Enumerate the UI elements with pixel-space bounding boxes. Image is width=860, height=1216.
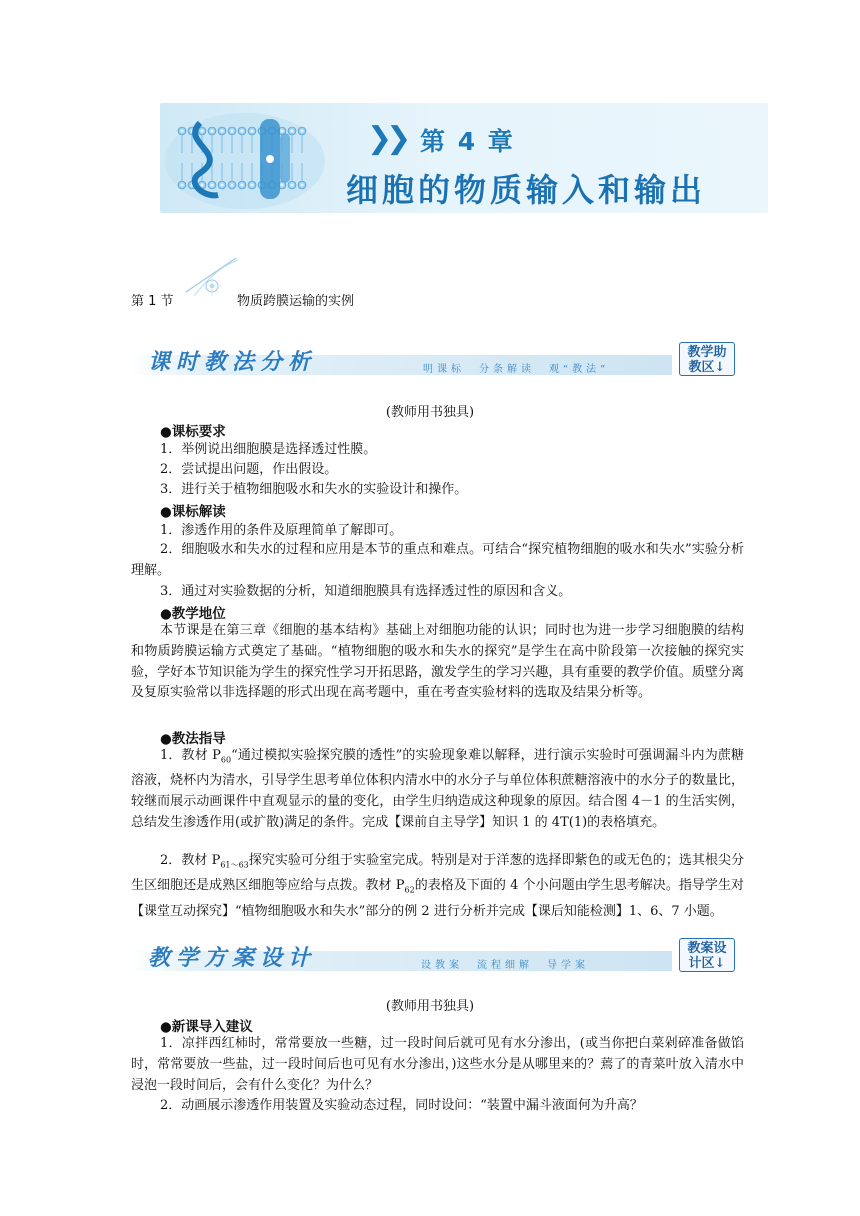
box-line2: 教区: [688, 360, 715, 375]
arrow-down-icon: ↓: [714, 956, 726, 971]
teaching-status-paragraph: 本节课是在第三章《细胞的基本结构》基础上对细胞功能的认识；同时也为进一步学习细胞膜的结构和物质跨膜运输方式奠定了基础。“植物细胞的吸水和失水的探究”是学生在高中阶段第一次接触的探究实验，学好本节知识能为学生的探究性学习开拓思路，激发学生的学习兴趣，具有重要的教学价值。质壁分离及复原实验常以非选择题的形式出现在高考题中，重在考查实验材料的选取及结果分析等。: [131, 623, 744, 701]
box-line1: 教学助: [687, 345, 727, 360]
header-title: 教学方案设计: [148, 945, 317, 971]
list-item: 2．尝试提出问题，作出假设。: [160, 462, 338, 477]
heading-curriculum-interpretation: ●课标解读: [160, 504, 226, 520]
heading-teaching-guidance: ●教法指导: [160, 731, 226, 747]
header-title: 课时教法分析: [148, 349, 317, 375]
chapter-banner: [160, 103, 768, 213]
lesson-plan-box: [679, 938, 735, 972]
heading-curriculum-requirements: ●课标要求: [160, 424, 226, 440]
teacher-edition-note: (教师用书独具): [385, 405, 475, 420]
compass-ornament-icon: [180, 256, 240, 300]
heading-lesson-introduction: ●新课导入建议: [160, 1019, 253, 1035]
chapter-title: 细胞的物质输入和输出: [346, 171, 707, 209]
list-item: 3．进行关于植物细胞吸水和失水的实验设计和操作。: [160, 482, 468, 497]
box-line1: 教案设: [687, 941, 727, 956]
list-item: 3．通过对实验数据的分析，知道细胞膜具有选择透过性的原因和含义。: [160, 584, 572, 599]
header-subtitle: 明课标 分条解读 观“教法”: [423, 364, 610, 375]
introduction-paragraph-2: 2．动画展示渗透作用装置及实验动态过程，同时设问：“装置中漏斗液面何为升高？: [160, 1098, 643, 1113]
header-subtitle: 设教案 流程细解 导学案: [421, 960, 589, 971]
teaching-aid-box: [679, 342, 735, 376]
chevron-double-right-icon: ❯❯: [367, 121, 406, 156]
lesson-design-header: [130, 938, 738, 974]
introduction-paragraph-1: 1．凉拌西红柿时，常常要放一些糖，过一段时间后就可见有水分渗出，(或当你把白菜剁碎准备做馅时，常常要放一些盐，过一段时间后也可见有水分渗出，)这些水分是从哪里来的？蔫了的青菜叶放入清水中浸泡一段时间后，会有什么变化？为什么？: [131, 1036, 744, 1093]
section-number: 第 1 节: [131, 294, 174, 309]
list-item: 1．渗透作用的条件及原理简单了解即可。: [160, 523, 403, 538]
teacher-edition-note: (教师用书独具): [385, 999, 475, 1014]
guidance-paragraph-2: 2．教材 $P_{61\sim 63}$探究实验可分组于实验室完成。特别是对于洋葱的选择即紫色的或无色的；选其根尖分生区细胞还是成熟区细胞等应给与点拨。教材 $P_{62}$的表格及下面的 4 个小问题由学生思考解决。指导学生对【课堂互动探究】“植物细胞吸水和失水”部分的例 2 进行分析并完成【课后知能检测】1、6、7 小题。: [131, 853, 745, 919]
section-title: 物质跨膜运输的实例: [237, 294, 355, 309]
guidance-paragraph-1: 1．教材 $P_{60}“$通过模拟实验探究膜的透性”的实验现象难以解释，进行演示实验时可强调漏斗内为蔗糖溶液，烧杯内为清水，引导学生思考单位体积内清水中的水分子与单位体积蔗糖溶液中的水分子的数量比，较继而展示动画课件中直观显示的量的变化，由学生归纳造成这种现象的原因。结合图 4－1 的生活实例，总结发生渗透作用(或扩散)满足的条件。完成【课前自主导学】知识 1 的 4T(1)的表格填充。: [131, 748, 744, 830]
box-line2: 计区: [688, 956, 715, 971]
list-item: 1．举例说出细胞膜是选择透过性膜。: [160, 442, 377, 457]
list-item: 2．细胞吸水和失水的过程和应用是本节的重点和难点。可结合“探究植物细胞的吸水和失水”实验分析理解。: [131, 542, 744, 578]
lesson-analysis-header: [130, 342, 738, 378]
heading-teaching-status: ●教学地位: [160, 606, 226, 622]
arrow-down-icon: ↓: [714, 360, 726, 375]
cell-membrane-illustration: [160, 103, 330, 213]
chapter-number: 第 4 章: [420, 127, 515, 156]
